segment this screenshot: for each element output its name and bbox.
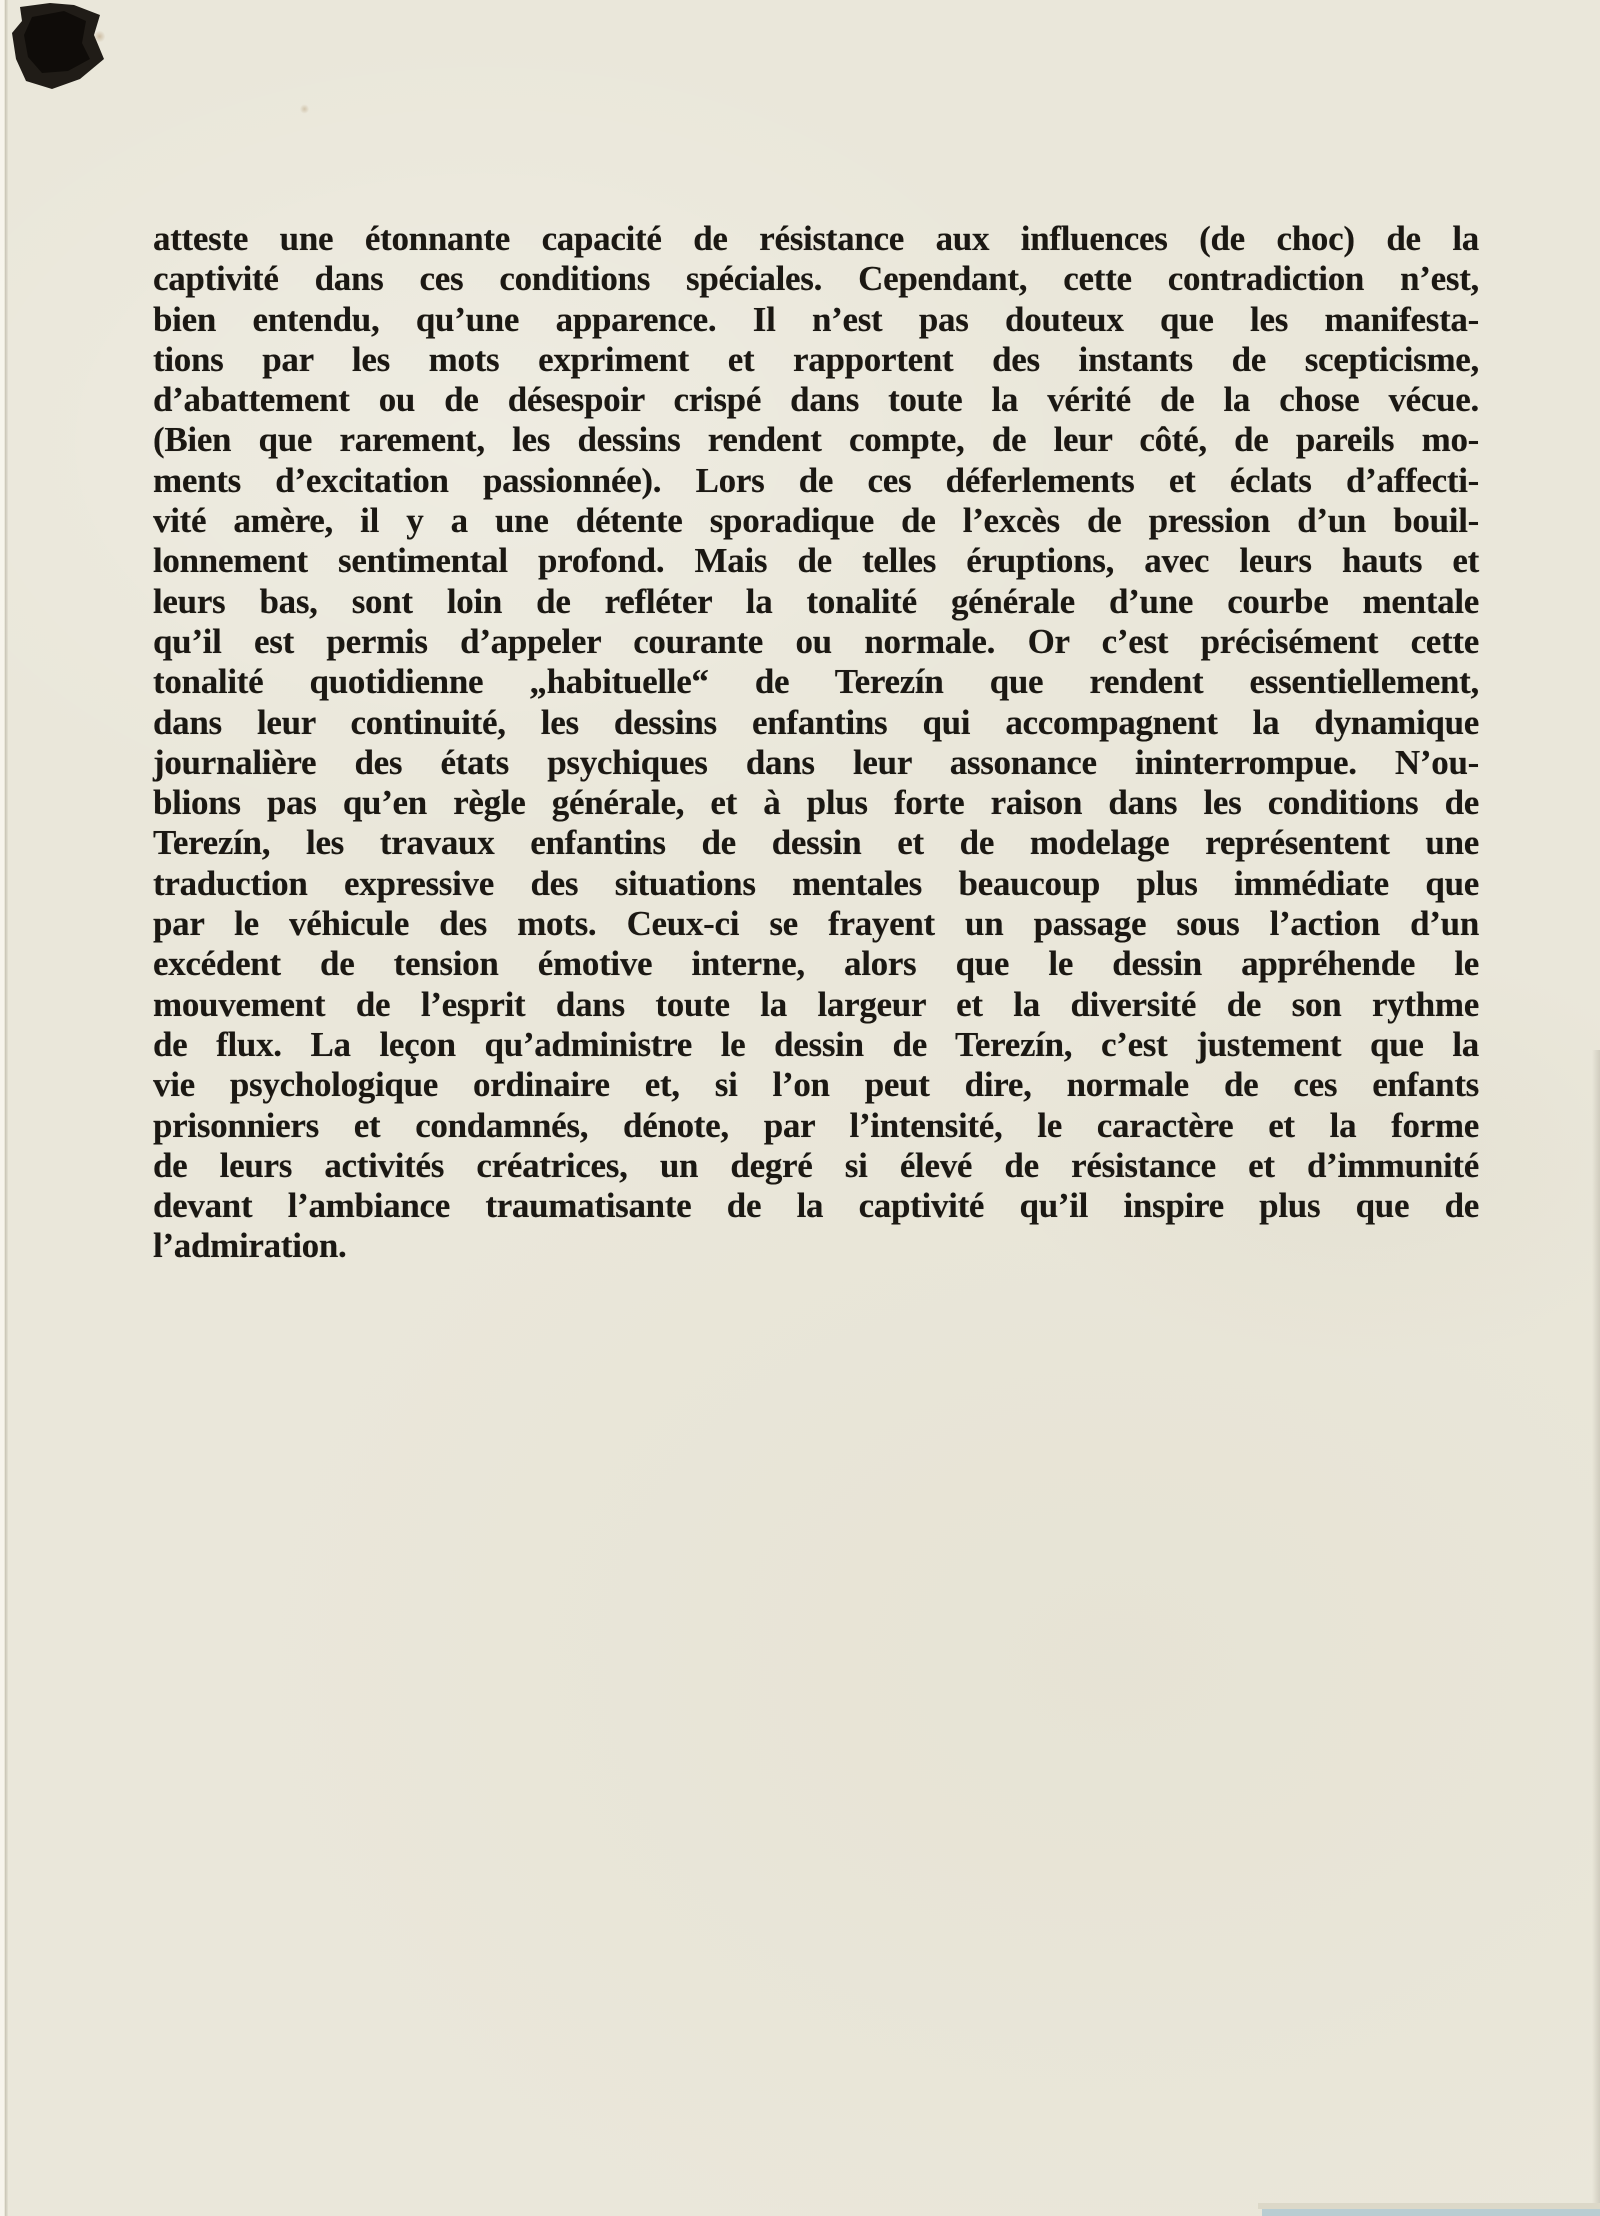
text-line: de flux. La leçon qu’administre le dessin de Terezín, c’est justement que la [153, 1024, 1479, 1064]
text-line: excédent de tension émotive interne, alors que le dessin appréhende le [153, 944, 1479, 984]
page-left-edge-highlight [0, 0, 4, 2216]
text-line: lonnement sentimental profond. Mais de telles éruptions, avec leurs hauts et [153, 541, 1479, 581]
text-line: vie psychologique ordinaire et, si l’on peut dire, normale de ces enfants [153, 1065, 1479, 1105]
text-line: (Bien que rarement, les dessins rendent compte, de leur côté, de pareils mo- [153, 420, 1479, 460]
page-bottom-edge-strip [1262, 2209, 1600, 2216]
text-line: vité amère, il y a une détente sporadique de l’excès de pression d’un bouil- [153, 501, 1479, 541]
text-line: captivité dans ces conditions spéciales. Cependant, cette contradiction n’est, [153, 259, 1479, 299]
text-line: devant l’ambiance traumatisante de la captivité qu’il inspire plus que de [153, 1186, 1479, 1226]
text-line: bien entendu, qu’une apparence. Il n’est pas douteux que les manifesta- [153, 299, 1479, 339]
paper-speck [300, 104, 309, 114]
page-left-edge-line [5, 0, 8, 2216]
text-line: tonalité quotidienne „habituelle“ de Terezín que rendent essentiellement, [153, 662, 1479, 702]
page-right-edge-shade [1592, 1050, 1600, 2216]
text-line: atteste une étonnante capacité de résistance aux influences (de choc) de la [153, 219, 1479, 258]
text-line: de leurs activités créatrices, un degré si élevé de résistance et d’immunité [153, 1145, 1479, 1185]
paragraph [153, 219, 1479, 1267]
text-line: par le véhicule des mots. Ceux-ci se frayent un passage sous l’action d’un [153, 904, 1479, 944]
text-line: ments d’excitation passionnée). Lors de ces déferlements et éclats d’affecti- [153, 460, 1479, 500]
text-line: traduction expressive des situations mentales beaucoup plus immédiate que [153, 863, 1479, 903]
text-line: tions par les mots expriment et rapportent des instants de scepticisme, [153, 339, 1479, 379]
text-line: Terezín, les travaux enfantins de dessin et de modelage représentent une [153, 823, 1479, 863]
ink-blot-mark [12, 3, 104, 89]
text-line: mouvement de l’esprit dans toute la largeur et la diversité de son rythme [153, 984, 1479, 1024]
paper-speck [94, 30, 105, 43]
text-line: qu’il est permis d’appeler courante ou normale. Or c’est précisément cette [153, 621, 1479, 661]
text-line: journalière des états psychiques dans leur assonance ininterrompue. N’ou- [153, 742, 1479, 782]
text-line: l’admiration. [153, 1226, 347, 1266]
text-line: d’abattement ou de désespoir crispé dans toute la vérité de la chose vécue. [153, 380, 1479, 420]
text-line: blions pas qu’en règle générale, et à plus forte raison dans les conditions de [153, 783, 1479, 823]
text-line: prisonniers et condamnés, dénote, par l’intensité, le caractère et la forme [153, 1105, 1479, 1145]
text-line: leurs bas, sont loin de refléter la tonalité générale d’une courbe mentale [153, 581, 1479, 621]
text-line: dans leur continuité, les dessins enfantins qui accompagnent la dynamique [153, 702, 1479, 742]
